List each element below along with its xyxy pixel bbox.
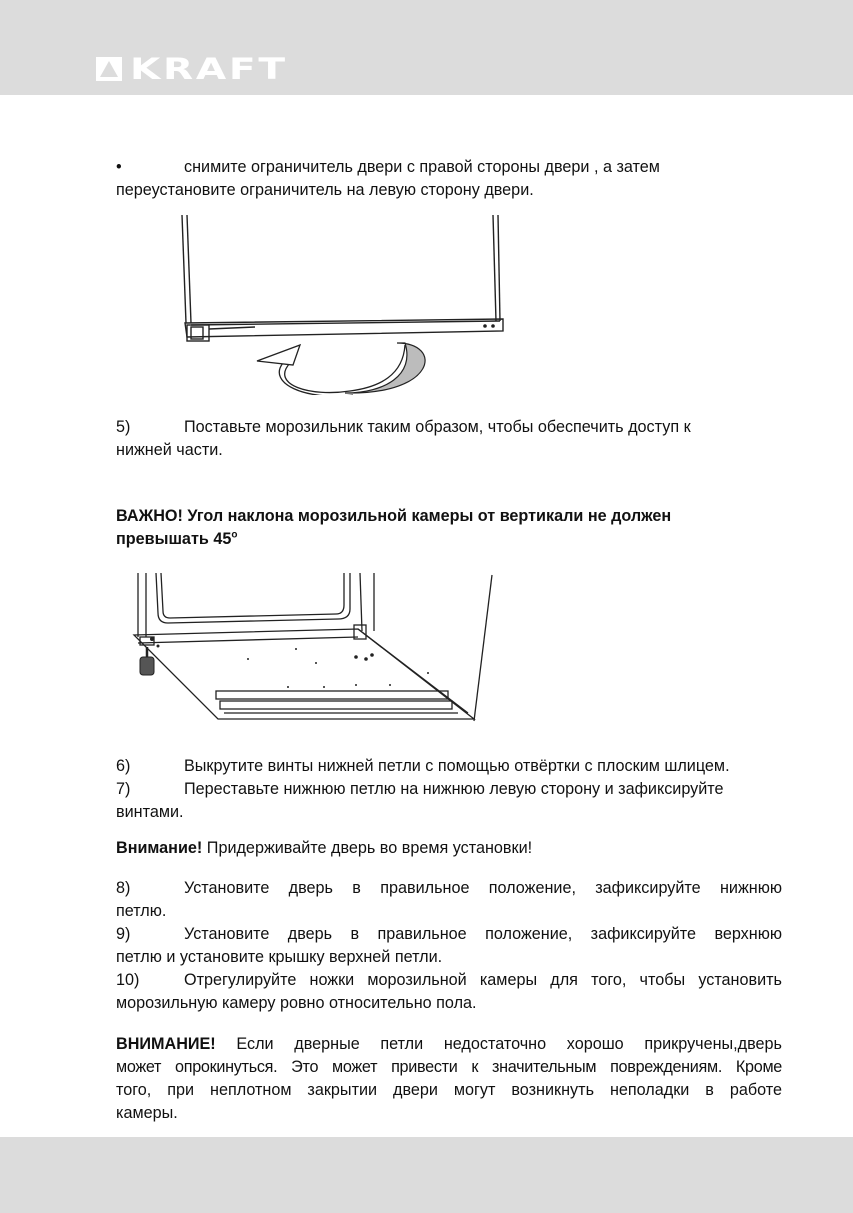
attention-block (116, 837, 782, 860)
bullet-step-line2: переустановите ограничитель на левую сторону двери. (116, 181, 534, 199)
attention-text: Придерживайте дверь во время установки! (202, 839, 533, 857)
step10-number: 10) (116, 971, 140, 989)
brand-name: KRAFT (130, 52, 288, 86)
steps-8-10-block (116, 877, 782, 1015)
bullet-marker: • (116, 158, 122, 176)
step8 (116, 877, 782, 900)
step10 (116, 969, 782, 992)
step8-line2: петлю. (116, 902, 167, 920)
brand-logo (96, 52, 288, 86)
step9-number: 9) (116, 925, 131, 943)
door-limiter-illustration (175, 215, 510, 395)
important-line2 (116, 528, 782, 551)
step6 (116, 755, 782, 778)
warning-line4: камеры. (116, 1104, 178, 1122)
bullet-step (116, 156, 782, 179)
steps-6-7-block (116, 755, 782, 824)
kraft-triangle-icon (96, 57, 122, 81)
important-block (116, 505, 782, 551)
degree-sign: o (231, 529, 238, 541)
step7 (116, 778, 782, 801)
tilted-freezer-illustration (128, 573, 498, 728)
warning-line1 (116, 1033, 782, 1056)
step10-line2: морозильную камеру ровно относительно пола. (116, 994, 477, 1012)
step5-block (116, 416, 782, 462)
step9-line2: петлю и установите крышку верхней петли. (116, 948, 443, 966)
step6-number: 6) (116, 757, 131, 775)
important-text: превышать 45 (116, 530, 232, 548)
step7-number: 7) (116, 780, 131, 798)
step5-line1: Поставьте морозильник таким образом, чтобы обеспечить доступ к (184, 418, 691, 436)
page-footer (0, 1137, 853, 1213)
step7-line2: винтами. (116, 803, 184, 821)
warning-line2: может опрокинуться. Это может привести к значительным повреждениям. Кроме (116, 1058, 782, 1076)
step8-line1: Установите дверь в правильное положение, зафиксируйте нижнюю (184, 879, 782, 897)
step6-text: Выкрутите винты нижней петли с помощью отвёртки с плоским шлицем. (184, 757, 730, 775)
step9 (116, 923, 782, 946)
step7-line1: Переставьте нижнюю петлю на нижнюю левую сторону и зафиксируйте (184, 780, 724, 798)
step5-line2: нижней части. (116, 441, 223, 459)
important-line1: ВАЖНО! Угол наклона морозильной камеры от вертикали не должен (116, 507, 672, 525)
step9-line1: Установите дверь в правильное положение, зафиксируйте верхнюю (184, 925, 782, 943)
attention-note (116, 837, 782, 860)
step10-line1: Отрегулируйте ножки морозильной камеры для того, чтобы установить (184, 971, 782, 989)
warning-block (116, 1033, 782, 1125)
step8-number: 8) (116, 879, 131, 897)
page-content (116, 156, 782, 202)
step5 (116, 416, 782, 439)
bullet-step-line1: снимите ограничитель двери с правой стороны двери , а затем (184, 158, 660, 176)
step5-number: 5) (116, 418, 131, 436)
page-header (0, 0, 853, 95)
warning-label: ВНИМАНИЕ! (116, 1035, 216, 1053)
warning-line1-text: Если дверные петли недостаточно хорошо прикручены,дверь (215, 1035, 782, 1053)
attention-label: Внимание! (116, 839, 203, 857)
warning-line3: того, при неплотном закрытии двери могут возникнуть неполадки в работе (116, 1081, 782, 1099)
